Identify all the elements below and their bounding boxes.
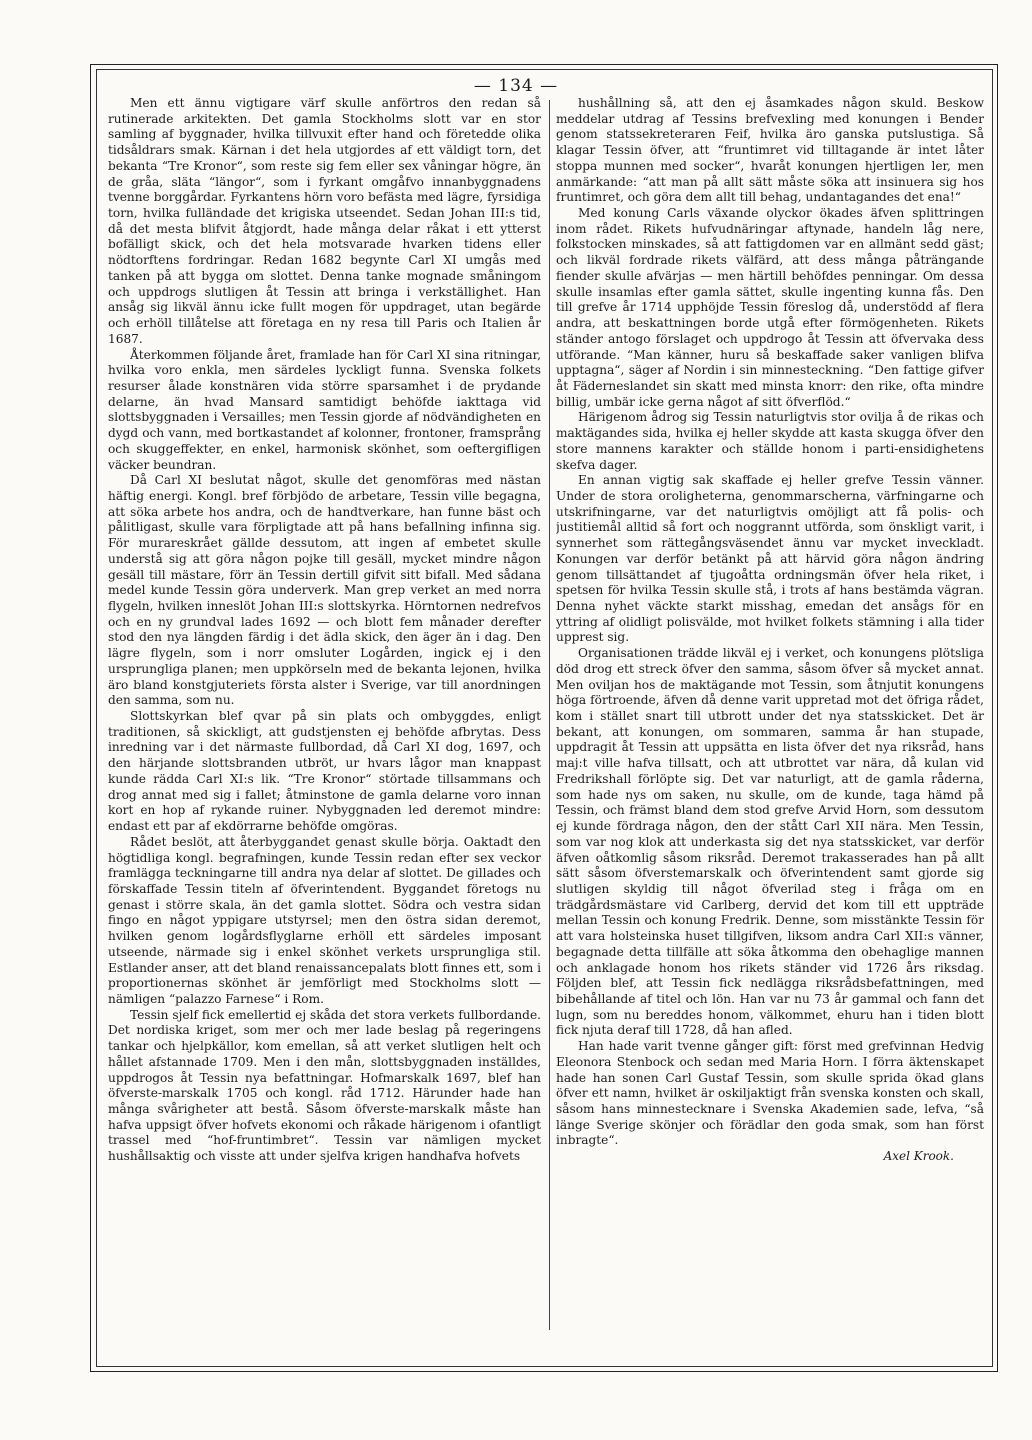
paragraph: En annan vigtig sak skaffade ej heller grefve Tessin vänner. Under de stora oroligheterna, genommarscherna, värfningarne och utskrifningarne, var det naturligtvis omöjligt att få polis- och justitiemål alltid så fort och noggrannt utförda, som önskligt varit, i synnerhet som rättegångsväsendet ännu var mycket inveckladt. Konungen var derför betänkt på att härvid göra någon ändring genom tillsättandet af tjugoåtta ordningsmän öfver hela riket, i spetsen för hvilka Tessin skulle stå, i trots af hans bestämda vägran. Denna nyhet väckte starkt misshag, emedan det ansågs för en yttring af olidligt polisvälde, mot hvilket folkets stämning i alla tider upprest sig. xyxy=(556,473,984,645)
paragraph: Men ett ännu vigtigare värf skulle anförtros den redan så rutinerade arkitekten. Det gamla Stockholms slott var en stor samling af byggnader, hvilka tillvuxit efter hand och företedde olika tidsåldrars smak. Kärnan i det hela utgjordes af ett väldigt torn, det bekanta “Tre Kronor“, som reste sig fem eller sex våningar högre, än de gråa, släta “längor“, som i fyrkant omgåfvo innanbyggnadens tvenne borggårdar. Fyrkantens hörn voro befästa med lägre, fyrsidiga torn, hvilka fulländade det krigiska utseendet. Sedan Johan III:s tid, då det mesta blifvit åtgjordt, hade många delar råkat i ett ytterst bofälligt skick, och det hela motsvarade hvarken tidens eller nödtorftens fordringar. Redan 1682 begynte Carl XI umgås med tanken på att bygga om slottet. Denna tanke mognade småningom och uppdrogs slutligen åt Tessin att bringa i verkställighet. Han ansåg sig likväl ännu icke fullt mogen för uppdraget, utan begärde och erhöll tillåtelse att företaga en ny resa till Paris och Italien år 1687. xyxy=(108,96,541,346)
paragraph: Härigenom ådrog sig Tessin naturligtvis stor ovilja å de rikas och maktägandes sida, hvilka ej heller skydde att kasta skugga öfver den store mannens karakter och ställde honom i parti-ensidighetens skefva dager. xyxy=(556,410,984,472)
author-signature: Axel Krook. xyxy=(883,1149,954,1164)
column-divider xyxy=(549,100,550,1330)
paragraph: Då Carl XI beslutat något, skulle det genomföras med nästan häftig energi. Kongl. bref förbjödo de arbetare, Tessin ville begagna, att söka arbete hos andra, och de handtverkare, han funne bäst och pålitligast, skulle vara förpligtade att på hans befallning infinna sig. För murareskrået gällde dessutom, att ingen af embetet skulle understå sig att göra någon pojke till gesäll, mycket mindre någon gesäll till mästare, förr än Tessin dertill gifvit sitt bifall. Med sådana medel kunde Tessin göra underverk. Man grep verket an med norra flygeln, hvilken inneslöt Johan III:s slottskyrka. Hörntornen nedrefvos och en ny grundval lades 1692 — och blott fem månader derefter stod den nya längden färdig i det ädla skick, den äger än i dag. Den lägre flygeln, som i norr omsluter Logården, ingick ej i den ursprungliga planen; men uppkörseln med de bekanta lejonen, hvilka äro bland konstgjuteriets första alster i Sverige, var till anordningen den samma, som nu. xyxy=(108,473,541,708)
paragraph: hushållning så, att den ej åsamkades någon skuld. Beskow meddelar utdrag af Tessins brefvexling med konungen i Bender genom statssekreteraren Feif, hvilka äro ganska putslustiga. Så klagar Tessin öfver, att “fruntimret vid tilltagande är intet låter stoppa munnen med socker“, hvaråt konungen hjertligen ler, men anmärkande: “att man på allt sätt måste söka att insinuera sig hos fruntimret, och göra dem allt till behag, undantagandes det ena!“ xyxy=(556,96,984,205)
left-column xyxy=(108,96,541,1346)
paragraph: Organisationen trädde likväl ej i verket, och konungens plötsliga död drog ett streck öfver den samma, såsom öfver så mycket annat. Men oviljan hos de maktägande mot Tessin, som åtnjutit konungens höga förtroende, äfven då denne varit uppretad mot det öfriga rådet, kom i stället snart till utbrott under det nya statsskicket. Det är bekant, att konungen, om sommaren, samma år han stupade, uppdragit åt Tessin att uppsätta en lista öfver det nya riksråd, hans maj:t ville hafva tillsatt, och att utbrottet var nära, då kulan vid Fredrikshall förlöpte sig. Det var naturligt, att de gamla råderna, som hade nys om saken, nu skulle, om de kunde, taga hämd på Tessin, och främst bland dem stod grefve Arvid Horn, som dessutom ej kunde fördraga någon, den der stått Carl XII nära. Men Tessin, som var nog klok att underkasta sig det nya statsskicket, var derför äfven oåtkomlig såsom riksråd. Deremot trakasserades han på allt sätt såsom öfverstemarskalk och öfverintendent samt gjorde sig slutligen skyldig till något öfverilad steg i fråga om en trädgårdsmästare vid Carlberg, dervid det kom till ett uppträde mellan Tessin och konung Fredrik. Denne, som misstänkte Tessin för att vara holsteinska huset tillgifven, liksom andra Carl XII:s vänner, begagnade detta tillfälle att söka åtkomma den obehaglige mannen och anklagade honom hos rikets ständer vid 1726 års riksdag. Följden blef, att Tessin fick nedlägga riksrådsbefattningen, med bibehållande af titel och lön. Han var nu 73 år gammal och fann det lugn, som nu bereddes honom, välkommet, ehuru han i tiden blott fick njuta deraf till 1728, då han afled. xyxy=(556,646,984,1038)
page-number: — 134 — xyxy=(473,76,559,96)
paragraph: Slottskyrkan blef qvar på sin plats och ombyggdes, enligt traditionen, så skickligt, att gudstjensten ej behöfde afbrytas. Dess inredning var i det närmaste fullbordad, då Carl XI dog, 1697, och den härjande slottsbranden utbröt, ur hvars lågor man knappast kunde rädda Carl XI:s lik. “Tre Kronor“ störtade tillsammans och drog annat med sig i fallet; åtminstone de gamla delarne voro innan kort en hop af rykande ruiner. Nybyggnaden led deremot mindre: endast ett par af ekdörrarne behöfde omgöras. xyxy=(108,709,541,834)
paragraph: Han hade varit tvenne gånger gift: först med grefvinnan Hedvig Eleonora Stenbock och sedan med Maria Horn. I förra äktenskapet hade han sonen Carl Gustaf Tessin, som skulle sprida ökad glans öfver ett namn, hvilket är oskiljaktigt från svenska konsten och skall, såsom hans minnestecknare i Svenska Akademien sade, lefva, “så länge Sverige skönjer och förädlar den goda smak, som han först inbragte“. xyxy=(556,1039,984,1148)
paragraph: Med konung Carls växande olyckor ökades äfven splittringen inom rådet. Rikets hufvudnäringar aftynade, handeln låg nere, folkstocken minskades, så att fattigdomen var en allmänt sedd gäst; och likväl fordrade rikets välfärd, att dess många påträngande fiender skulle afvärjas — men härtill behöfdes penningar. Om dessa skulle insamlas efter gamla sättet, skulle ingenting kunna fås. Den till grefve år 1714 upphöjde Tessin föreslog då, understödd af flera andra, att beskattningen borde utgå efter förmögenheten. Rikets ständer antogo förslaget och uppdrogo åt Tessin att öfvervaka dess utförande. “Man känner, huru så beskaffade saker vanligen blifva upptagna“, säger af Nordin i sin minnesteckning. “Den fattige gifver åt Fäderneslandet sin skatt med minsta knorr: den rike, ofta mindre billig, umbär icke gerna något af sitt öfverflöd.“ xyxy=(556,206,984,409)
paragraph: Rådet beslöt, att återbyggandet genast skulle börja. Oaktadt den högtidliga kongl. begrafningen, kunde Tessin redan efter sex veckor framlägga teckningarne till andra nya delar af slottet. De gillades och förskaffade Tessin titeln af öfverintendent. Byggandet företogs nu genast i större skala, än det gamla slottet. Södra och vestra sidan fingo en något yppigare utstyrsel; men den östra sidan deremot, hvilken genom logårdsflyglarne erhöll ett särdeles imposant utseende, närmade sig i enkel skönhet verkets ursprungliga stil. Estlander anser, att det bland renaissancepalats blott finnes ett, som i proportionernas skönhet är jemförligt med Stockholms slott — nämligen “palazzo Farnese“ i Rom. xyxy=(108,834,541,1006)
paragraph: Tessin sjelf fick emellertid ej skåda det stora verkets fullbordande. Det nordiska kriget, som mer och mer lade beslag på regeringens tankar och hjelpkällor, kom emellan, så att verket slutligen helt och hållet afstannade 1709. Men i den mån, slottsbyggnaden inställdes, uppdrogos åt Tessin nya befattningar. Hofmarskalk 1697, blef han öfverste-marskalk 1705 och kongl. råd 1712. Härunder hade han många svårigheter att bestå. Såsom öfverste-marskalk måste han hafva uppsigt öfver hofvets ekonomi och råkade härigenom i ofantligt trassel med “hof-fruntimbret“. Tessin var nämligen mycket hushållsaktig och visste att under sjelfva krigen handhafva hofvets xyxy=(108,1007,541,1164)
right-column xyxy=(556,96,984,1346)
paragraph: Återkommen följande året, framlade han för Carl XI sina ritningar, hvilka voro enkla, men särdeles lyckligt funna. Svenska folkets resurser ålade konstnären vida större sparsamhet i de prydande delarne, än hvad Mansard samtidigt behöfde iakttaga vid slottsbyggnaden i Versailles; men Tessin gjorde af nödvändigheten en dygd och vann, med bortkastandet af kolonner, frontoner, framsprång och skuggeffekter, en enkel, harmonisk skönhet, som oeftergifligen väcker beundran. xyxy=(108,347,541,472)
